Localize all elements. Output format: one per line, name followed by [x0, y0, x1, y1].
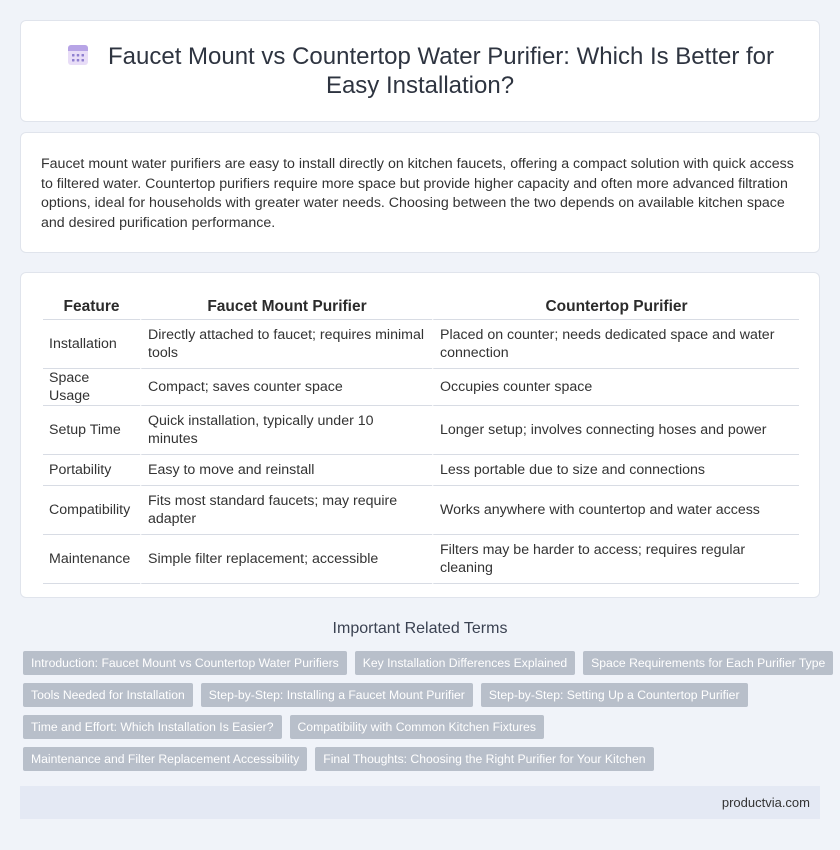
footer	[20, 786, 820, 819]
countertop-cell: Longer setup; involves connecting hoses and power	[432, 406, 799, 455]
table-row	[43, 455, 799, 486]
title-card	[20, 20, 820, 122]
table-row	[43, 406, 799, 455]
faucet-mount-cell: Easy to move and reinstall	[140, 455, 432, 486]
page-title: Faucet Mount vs Countertop Water Purifier: Which Is Better for Easy Installation?	[107, 43, 775, 99]
header-faucet-mount: Faucet Mount Purifier	[140, 295, 432, 320]
feature-cell: Compatibility	[43, 486, 140, 535]
related-term-tag[interactable]: Time and Effort: Which Installation Is Easier?	[23, 715, 282, 739]
table-row	[43, 535, 799, 584]
comparison-table	[43, 295, 799, 584]
table-row	[43, 369, 799, 406]
faucet-mount-cell: Quick installation, typically under 10 minutes	[140, 406, 432, 455]
table-header-row	[43, 295, 799, 320]
related-term-tag[interactable]: Space Requirements for Each Purifier Type	[583, 651, 833, 675]
related-term-tag[interactable]: Introduction: Faucet Mount vs Countertop Water Purifiers	[23, 651, 347, 675]
header-countertop: Countertop Purifier	[432, 295, 799, 320]
feature-cell: Setup Time	[43, 406, 140, 455]
feature-cell: Space Usage	[43, 369, 140, 406]
tag-row	[23, 651, 826, 675]
header-feature: Feature	[43, 295, 140, 320]
feature-cell: Maintenance	[43, 535, 140, 584]
intro-card	[20, 132, 820, 253]
related-term-tag[interactable]: Key Installation Differences Explained	[355, 651, 575, 675]
countertop-cell: Occupies counter space	[432, 369, 799, 406]
related-term-tag[interactable]: Compatibility with Common Kitchen Fixtures	[290, 715, 544, 739]
tag-row	[23, 683, 823, 707]
related-terms-list	[23, 651, 826, 779]
countertop-cell: Placed on counter; needs dedicated space and water connection	[432, 320, 799, 369]
related-term-tag[interactable]: Step-by-Step: Setting Up a Countertop Purifier	[481, 683, 748, 707]
tag-row	[23, 747, 823, 771]
faucet-mount-cell: Compact; saves counter space	[140, 369, 432, 406]
calculator-icon	[66, 44, 90, 66]
intro-paragraph: Faucet mount water purifiers are easy to install directly on kitchen faucets, offering a compact solution with quick access to filtered water. Countertop purifiers require more space but provide higher capacity and often more advanced filtration options, ideal for households with greater water needs. Choosing between the two depends on available kitchen space and desired purification performance.	[41, 156, 794, 231]
table-row	[43, 320, 799, 369]
feature-cell: Installation	[43, 320, 140, 369]
faucet-mount-cell: Simple filter replacement; accessible	[140, 535, 432, 584]
faucet-mount-cell: Fits most standard faucets; may require adapter	[140, 486, 432, 535]
countertop-cell: Works anywhere with countertop and water access	[432, 486, 799, 535]
related-term-tag[interactable]: Final Thoughts: Choosing the Right Purifier for Your Kitchen	[315, 747, 653, 771]
related-term-tag[interactable]: Maintenance and Filter Replacement Accessibility	[23, 747, 307, 771]
related-term-tag[interactable]: Step-by-Step: Installing a Faucet Mount Purifier	[201, 683, 473, 707]
comparison-card	[20, 272, 820, 598]
table-row	[43, 486, 799, 535]
related-terms-title: Important Related Terms	[332, 620, 508, 637]
footer-site[interactable]: productvia.com	[721, 795, 810, 810]
related-term-tag[interactable]: Tools Needed for Installation	[23, 683, 193, 707]
countertop-cell: Filters may be harder to access; requires regular cleaning	[432, 535, 799, 584]
countertop-cell: Less portable due to size and connections	[432, 455, 799, 486]
feature-cell: Portability	[43, 455, 140, 486]
faucet-mount-cell: Directly attached to faucet; requires minimal tools	[140, 320, 432, 369]
page-title-wrap	[61, 42, 779, 100]
tag-row	[23, 715, 823, 739]
